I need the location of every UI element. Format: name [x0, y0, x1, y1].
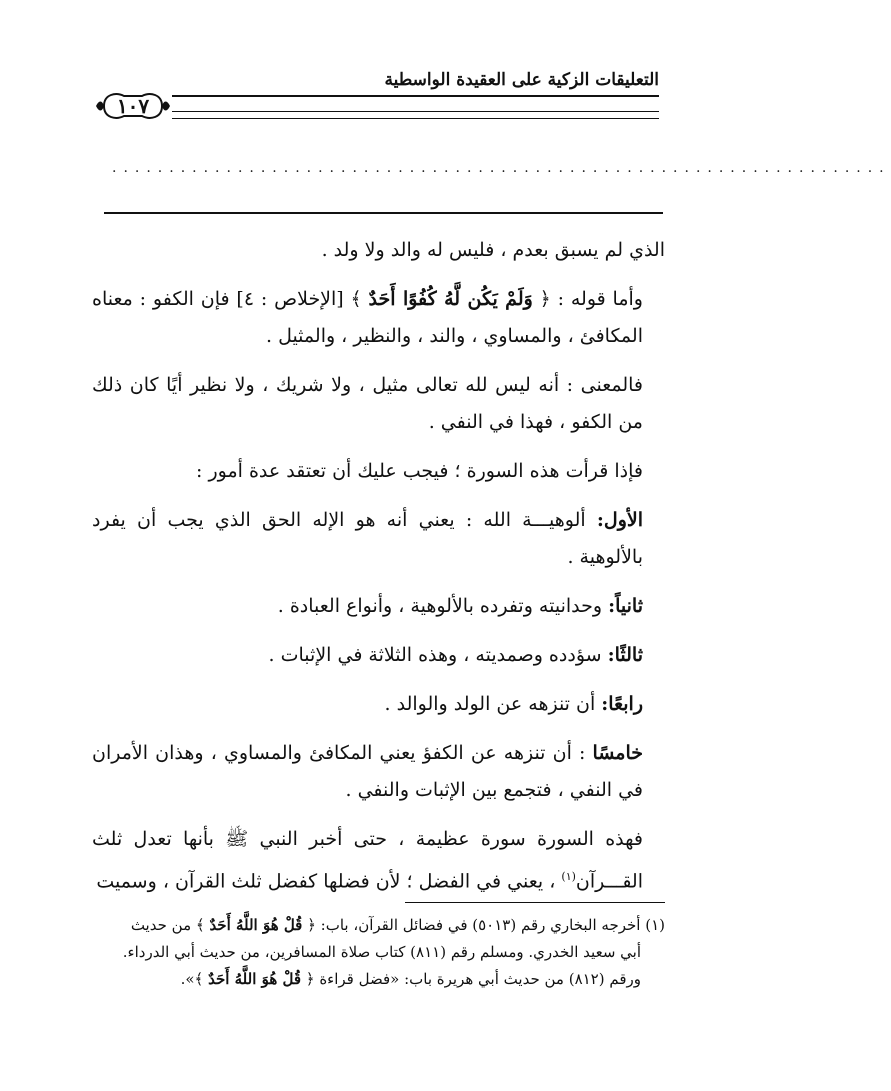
body-text	[92, 232, 665, 912]
point-first-text: ألوهيـــة الله : يعني أنه هو الإله الحق الذي يجب أن يفرد بالألوهية .	[92, 509, 643, 568]
fn1-rest: ﴾ من حديث	[130, 916, 210, 934]
point-fourth-label: رابعًا:	[601, 693, 643, 715]
footnote-1-line-2: أبي سعيد الخدري. ومسلم رقم (٨١١) كتاب صلاة المسافرين، من حديث أبي الدرداء.	[122, 943, 641, 961]
point-third-label: ثالثًا:	[607, 644, 643, 666]
footnote-ref[interactable]: (١)	[561, 870, 576, 883]
paragraph-2	[92, 281, 665, 355]
point-first-label: الأول:	[596, 509, 643, 531]
fn1-verse: قُلْ هُوَ اللَّهُ أَحَدٌ	[209, 916, 303, 934]
fn1-lead: (١) أخرجه البخاري رقم (٥٠١٣) في فضائل القرآن، باب: ﴿	[302, 916, 665, 934]
header-rule-thin-2	[172, 118, 659, 119]
final-rest: ، يعني في الفضل ؛ لأن فضلها كفضل ثلث القرآن ، وسميت	[96, 870, 562, 893]
dotted-separator: ....................................................................	[112, 160, 891, 176]
p2-lead: وأما قوله : ﴿	[532, 288, 643, 310]
point-fourth-text: أن تنزهه عن الولد والوالد .	[384, 693, 602, 715]
point-fifth-label: خامسًا	[592, 742, 643, 764]
header-rule-thick	[172, 95, 659, 97]
paragraph-4: فإذا قرأت هذه السورة ؛ فيجب عليك أن تعتقد عدة أمور :	[196, 460, 643, 482]
point-first	[92, 502, 665, 576]
final-lead: فهذه السورة سورة عظيمة ، حتى أخبر النبي ﷺ بأنها تعدل ثلث القـــرآن	[92, 828, 643, 893]
section-rule	[104, 212, 663, 214]
footnote-1-line-3	[92, 966, 665, 993]
footnotes	[92, 912, 665, 993]
fn3-lead: ورقم (٨١٢) من حديث أبي هريرة باب: «فضل قراءة ﴿	[301, 970, 641, 988]
paragraph-final	[92, 821, 665, 900]
point-fifth-text: : أن تنزهه عن الكفؤ يعني المكافئ والمساوي ، وهذان الأمران في النفي ، فتجمع بين الإثبات والنفي .	[92, 742, 643, 801]
paragraph-3: فالمعنى : أنه ليس لله تعالى مثيل ، ولا شريك ، ولا نظير أيًا كان ذلك من الكفو ، فهذا في النفي .	[92, 374, 643, 433]
fn3-rest: ﴾».	[180, 970, 209, 988]
page-number-ornament	[94, 88, 172, 124]
point-fourth	[92, 686, 665, 723]
running-title: التعليقات الزكية على العقيدة الواسطية	[384, 70, 659, 90]
footnote-rule	[405, 902, 665, 903]
point-second-text: وحدانيته وتفرده بالألوهية ، وأنواع العبادة .	[277, 595, 609, 617]
point-third-text: سؤدده وصمديته ، وهذه الثلاثة في الإثبات .	[268, 644, 608, 666]
point-second-label: ثانياً:	[608, 595, 643, 617]
header-rule-thin	[172, 111, 659, 112]
point-second	[92, 588, 665, 625]
point-third	[92, 637, 665, 674]
footnote-1-line-1	[92, 912, 665, 939]
point-fifth	[92, 735, 665, 809]
paragraph-1: الذي لم يسبق بعدم ، فليس له والد ولا ولد .	[321, 239, 665, 261]
p2-rest: ﴾ [الإخلاص : ٤] فإن الكفو : معناه المكافئ ، والمساوي ، والند ، والنظير ، والمثيل .	[92, 288, 643, 347]
fn3-verse: قُلْ هُوَ اللَّهُ أَحَدٌ	[208, 970, 301, 988]
quran-verse: وَلَمْ يَكُن لَّهُ كُفُوًا أَحَدٌ	[368, 288, 533, 310]
page-number: ١٠٧	[116, 94, 150, 118]
